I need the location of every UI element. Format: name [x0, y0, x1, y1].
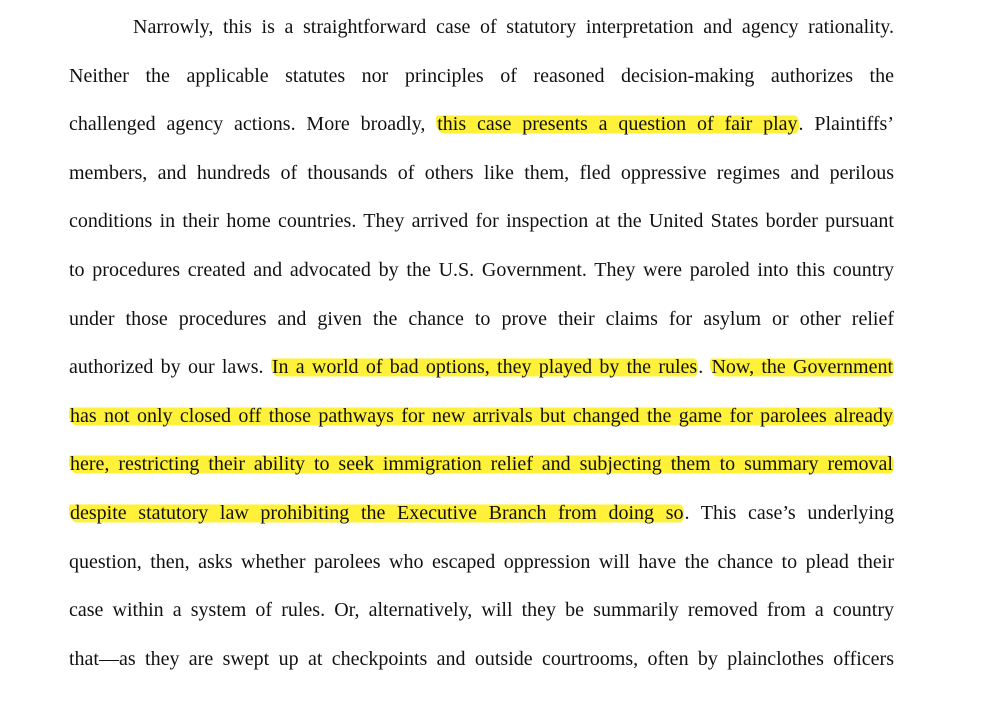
text-segment: . This case’s underlying — [684, 502, 894, 524]
highlighted-text: In a world of bad options, they played by the rules — [271, 356, 698, 379]
text-segment: under those procedures and given the chance to prove their claims for asylum or other relief — [69, 307, 894, 330]
text-line — [133, 14, 894, 40]
text-segment: . Plaintiffs’ — [798, 113, 894, 136]
text-line — [69, 549, 894, 575]
text-segment: case within a system of rules. Or, alternatively, will they be summarily removed from a country — [69, 599, 894, 622]
text-segment: Narrowly, this is a straightforward case of statutory interpretation and agency rationality. — [133, 16, 894, 38]
highlighted-text: despite statutory law prohibiting the Executive Branch from doing so — [70, 502, 684, 524]
text-line — [69, 646, 894, 672]
highlighted-text: has not only closed off those pathways for new arrivals but changed the game for parolees already — [70, 404, 893, 427]
highlighted-text: this case presents a question of fair play — [437, 113, 798, 136]
text-line — [69, 451, 894, 477]
text-segment: conditions in their home countries. They arrived for inspection at the United States border pursuant — [69, 210, 894, 233]
text-segment: members, and hundreds of thousands of others like them, fled oppressive regimes and perilous — [69, 161, 894, 184]
highlighted-text: Now, the Government — [711, 356, 894, 379]
text-segment: challenged agency actions. More broadly, — [69, 113, 437, 136]
text-line — [69, 354, 894, 380]
text-line — [69, 160, 894, 186]
text-segment: authorized by our laws. — [69, 356, 271, 379]
text-segment: Neither the applicable statutes nor principles of reasoned decision-making authorizes the — [69, 64, 894, 87]
text-line — [69, 257, 894, 283]
text-line — [69, 597, 894, 623]
text-line — [69, 403, 894, 429]
text-segment: to procedures created and advocated by the U.S. Government. They were paroled into this country — [69, 259, 894, 281]
text-line — [69, 111, 894, 137]
text-segment: question, then, asks whether parolees who escaped oppression will have the chance to plead their — [69, 550, 894, 573]
text-segment: that—as they are swept up at checkpoints and outside courtrooms, often by plainclothes officers — [69, 647, 894, 670]
text-segment: . — [698, 356, 711, 379]
highlighted-text: here, restricting their ability to seek immigration relief and subjecting them to summary removal — [70, 453, 893, 476]
text-line — [69, 63, 894, 89]
text-line — [69, 306, 894, 332]
text-line — [69, 500, 894, 526]
text-line — [69, 208, 894, 234]
